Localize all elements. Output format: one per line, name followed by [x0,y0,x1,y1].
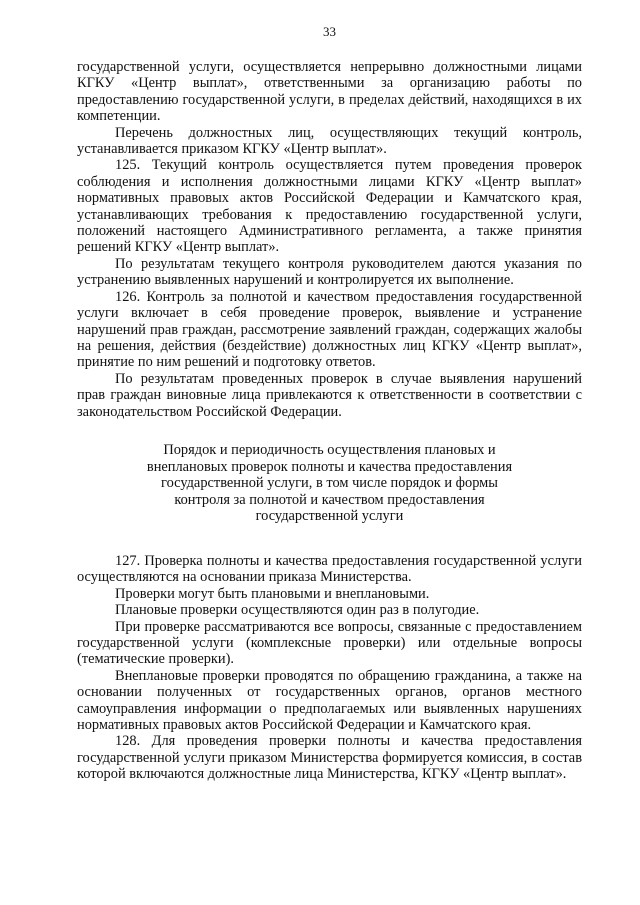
paragraph: 126. Контроль за полнотой и качеством предоставления государственной услуги включает в себя проведение проверок, выявление и устранение нарушений прав граждан, рассмотрение заявлений граждан, содержащих жалобы на решения, действия (бездействие) должностных лиц КГКУ «Центр выплат», принятие по ним решений и подготовку ответов. [77,288,582,371]
section-heading [77,442,582,525]
paragraph: По результатам текущего контроля руководителем даются указания по устранению выявленных нарушений и контролируется их выполнение. [77,255,582,289]
paragraph: 127. Проверка полноты и качества предоставления государственной услуги осуществляются на основании приказа Министерства. [77,552,582,586]
paragraph: По результатам проведенных проверок в случае выявления нарушений прав граждан виновные лица привлекаются к ответственности в соответствии с законодательством Российской Федерации. [77,370,582,420]
paragraph: Проверки могут быть плановыми и внеплановыми. [115,585,430,602]
paragraph: Плановые проверки осуществляются один раз в полугодие. [115,602,480,619]
page-number: 33 [323,24,336,39]
body-text-top [77,59,582,420]
section-heading-line: государственной услуги [255,508,404,525]
paragraph: государственной услуги, осуществляется непрерывно должностными лицами КГКУ «Центр выплат», ответственными за организацию работы по предоставлению государственной услуги, в пределах действий, находящихся в их компетенции. [77,59,582,125]
body-text-bottom [77,553,582,783]
paragraph: 128. Для проведения проверки полноты и качества предоставления государственной услуги приказом Министерства формируется комиссия, в состав которой включаются должностные лица Министерства, КГКУ «Центр выплат». [77,733,582,783]
paragraph: Перечень должностных лиц, осуществляющих текущий контроль, устанавливается приказом КГКУ «Центр выплат». [77,124,582,158]
section-heading-line: внеплановых проверок полноты и качества предоставления [146,458,513,475]
paragraph: При проверке рассматриваются все вопросы, связанные с предоставлением государственной услуги (комплексные проверки) или отдельные вопросы (тематические проверки). [77,618,582,668]
section-heading-line: государственной услуги, в том числе порядок и формы [161,475,498,492]
paragraph: 125. Текущий контроль осуществляется путем проведения проверок соблюдения и исполнения должностными лицами КГКУ «Центр выплат» нормативных правовых актов Российской Федерации и Камчатского края, устанавливающих требования к предоставлению государственной услуги, положений настоящего Административного регламента, а также принятия решений КГКУ «Центр выплат». [77,157,582,256]
section-heading-line: Порядок и периодичность осуществления плановых и [163,441,496,458]
paragraph: Внеплановые проверки проводятся по обращению гражданина, а также на основании полученных от государственных органов, органов местного самоуправления информации о предполагаемых или выявленных нарушениях нормативных правовых актов Российской Федерации и Камчатского края. [77,667,582,733]
section-heading-line: контроля за полнотой и качеством предоставления [174,491,485,508]
